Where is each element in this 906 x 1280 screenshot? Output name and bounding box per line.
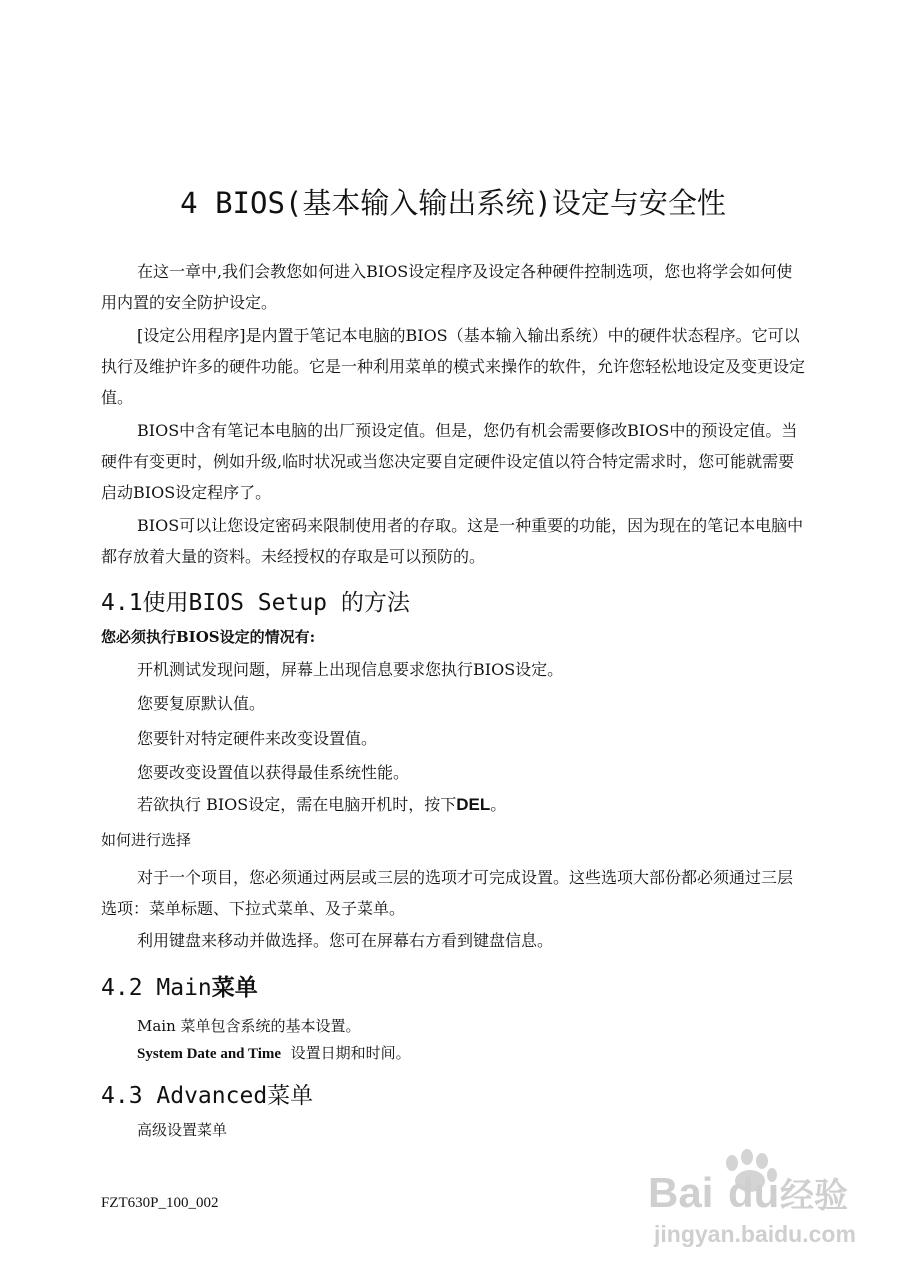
intro-paragraph-1: 在这一章中,我们会教您如何进入BIOS设定程序及设定各种硬件控制选项，您也将学会如何使用内置的安全防护设定。 [101,262,793,312]
list-item: 开机测试发现问题，屏幕上出现信息要求您执行BIOS设定。 [137,660,564,679]
selection-paragraph-1: 对于一个项目，您必须通过两层或三层的选项才可完成设置。这些选项大部份都必须通过三层选项：菜单标题、下拉式菜单、及子菜单。 [101,868,794,918]
selection-paragraph-2: 利用键盘来移动并做选择。您可在屏幕右方看到键盘信息。 [137,931,554,950]
system-date-time-desc: 设置日期和时间。 [281,1044,411,1062]
intro-paragraph-4: BIOS可以让您设定密码来限制使用者的存取。这是一种重要的功能，因为现在的笔记本电脑中都存放着大量的资料。未经授权的存取是可以预防的。 [101,516,804,566]
section-4-2-heading-prefix: 4.2 Main [101,975,212,1001]
del-instruction-text: 若欲执行 BIOS设定，需在电脑开机时，按下 [137,795,457,814]
document-footer-code: FZT630P_100_002 [101,1195,219,1211]
watermark-url: jingyan.baidu.com [654,1221,856,1247]
advanced-menu-description: 高级设置菜单 [137,1121,228,1139]
list-item: 您要针对特定硬件来改变设置值。 [137,729,378,748]
baidu-jingyan-watermark [648,1147,868,1257]
section-4-1-subheading: 您必须执行BIOS设定的情况有: [101,628,316,646]
system-date-time-line [137,1042,411,1063]
section-4-1-heading: 4.1使用BIOS Setup 的方法 [101,590,410,616]
del-key: DEL [456,795,491,814]
list-item-del [137,792,506,815]
page-title: 4 BIOS(基本输入输出系统)设定与安全性 [180,186,726,220]
main-menu-description: Main 菜单包含系统的基本设置。 [137,1017,361,1035]
selection-heading: 如何进行选择 [101,831,192,849]
list-item: 您要改变设置值以获得最佳系统性能。 [137,763,410,782]
intro-paragraph-3: BIOS中含有笔记本电脑的出厂预设定值。但是，您仍有机会需要修改BIOS中的预设定值。当硬件有变更时，例如升级,临时状况或当您决定要自定硬件设定值以符合特定需求时，您可能就需要启动BIOS设定程序了。 [101,421,798,502]
list-item: 您要复原默认值。 [137,694,266,713]
watermark-brand-2: du [728,1169,780,1216]
watermark-brand: Bai [648,1169,714,1216]
intro-paragraph-2: [设定公用程序]是内置于笔记本电脑的BIOS（基本输入输出系统）中的硬件状态程序。它可以执行及维护许多的硬件功能。它是一种利用菜单的模式来操作的软件，允许您轻松地设定及变更设定值。 [101,326,806,407]
system-date-time-label: System Date and Time [137,1046,282,1062]
section-4-3-heading: 4.3 Advanced菜单 [101,1083,314,1109]
section-4-2-heading [101,969,258,1002]
watermark-product: 经验 [780,1176,848,1216]
section-4-2-heading-suffix: 菜单 [211,975,258,1001]
del-instruction-suffix: 。 [490,795,507,814]
